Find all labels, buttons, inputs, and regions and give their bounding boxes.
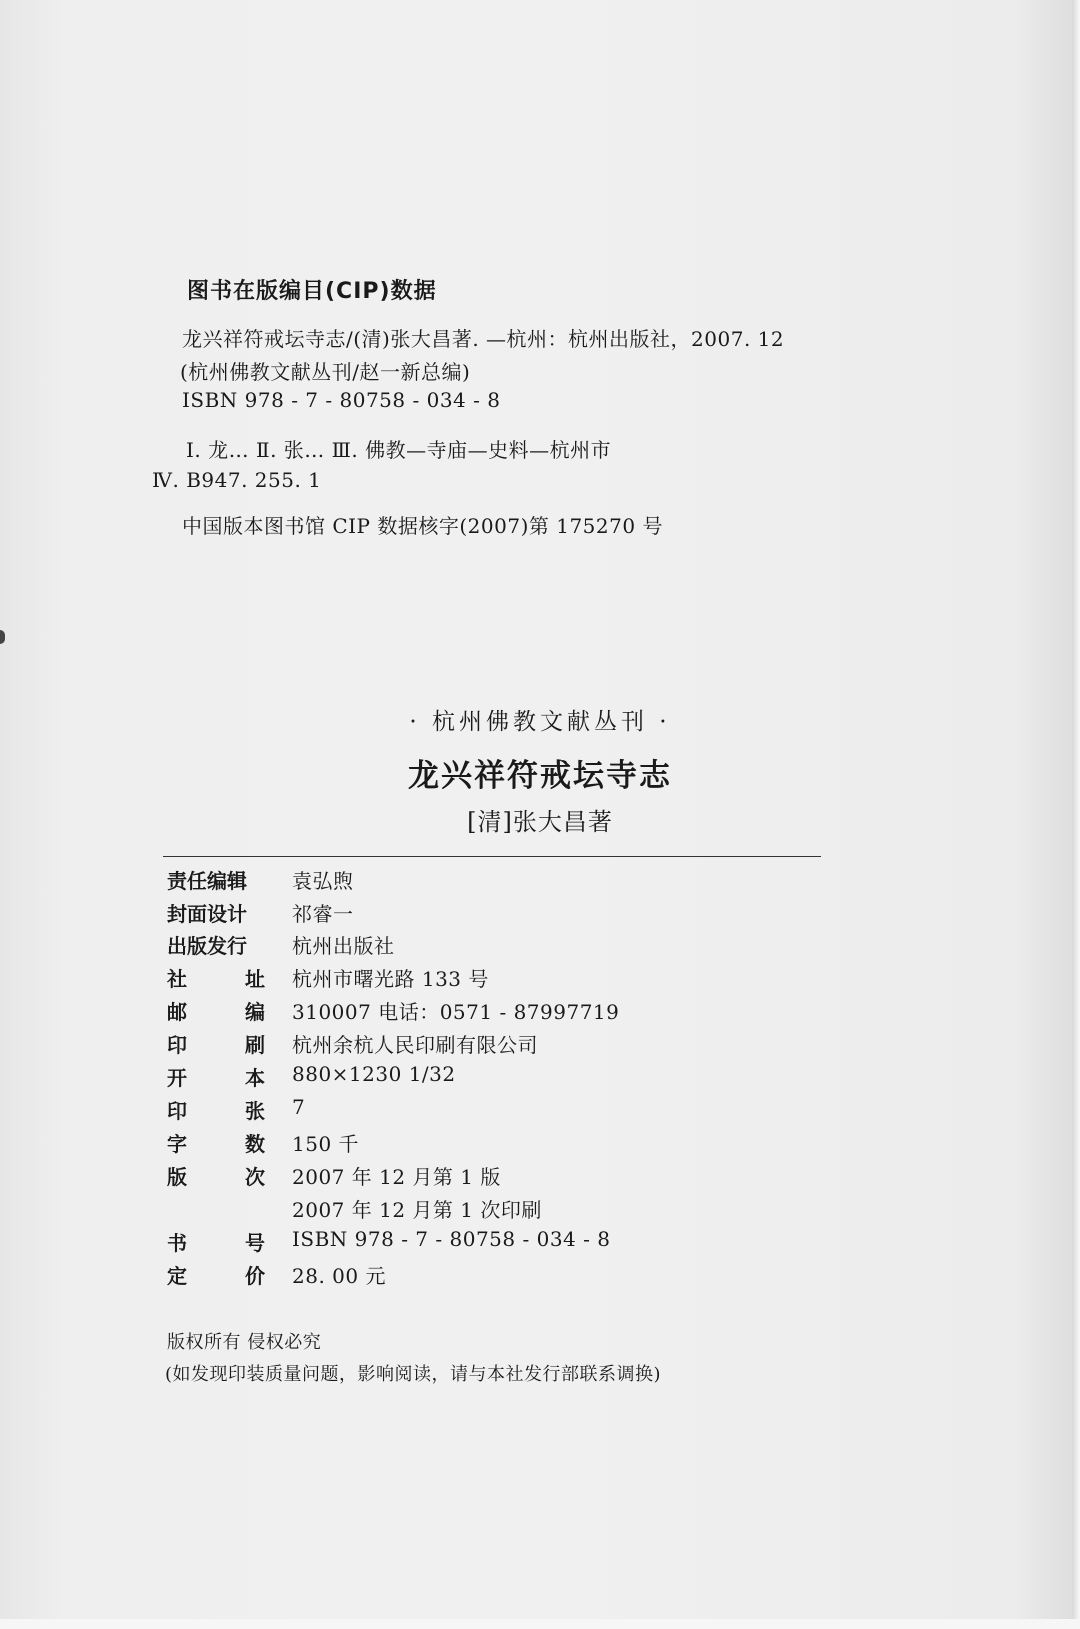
detail-value: 杭州余杭人民印刷有限公司 (292, 1033, 538, 1057)
detail-label: 责任编辑 (167, 869, 247, 893)
quality-notice: (如发现印装质量问题，影响阅读，请与本社发行部联系调换) (165, 1364, 662, 1385)
cip-bibliographic-line: 龙兴祥符戒坛寺志/(清)张大昌著. —杭州：杭州出版社，2007. 12 (182, 327, 785, 351)
detail-value: 2007 年 12 月第 1 版 (292, 1165, 501, 1189)
detail-value: 袁弘煦 (292, 869, 354, 893)
detail-value: 150 千 (292, 1132, 360, 1156)
detail-label: 定 价 (167, 1264, 265, 1288)
copyright-notice: 版权所有 侵权必究 (167, 1332, 322, 1353)
book-author: [清]张大昌著 (467, 808, 613, 836)
detail-value: 祁睿一 (292, 902, 354, 926)
detail-value: 杭州出版社 (292, 934, 395, 958)
detail-label: 印 刷 (167, 1033, 265, 1057)
cip-classification: Ⅳ. B947. 255. 1 (152, 468, 322, 492)
cip-subject-headings: Ⅰ. 龙… Ⅱ. 张… Ⅲ. 佛教—寺庙—史料—杭州市 (186, 438, 612, 462)
detail-value: 310007 电话：0571 - 87997719 (292, 1000, 620, 1024)
cip-heading: 图书在版编目(CIP)数据 (187, 279, 437, 304)
detail-label: 邮 编 (167, 1000, 265, 1024)
detail-label: 书 号 (167, 1231, 265, 1255)
ink-blot-mark (0, 630, 5, 644)
detail-label: 开 本 (167, 1066, 265, 1090)
cip-record-number: 中国版本图书馆 CIP 数据核字(2007)第 175270 号 (182, 514, 663, 538)
detail-value: 28. 00 元 (292, 1264, 386, 1288)
divider-line (163, 856, 821, 857)
cip-series-line: (杭州佛教文献丛刊/赵一新总编) (180, 360, 471, 384)
page-bottom-edge (0, 1619, 1080, 1629)
detail-label: 社 址 (167, 967, 265, 991)
book-title: 龙兴祥符戒坛寺志 (408, 758, 672, 794)
detail-value: 杭州市曙光路 133 号 (292, 967, 489, 991)
detail-label: 封面设计 (167, 902, 247, 926)
detail-value-secondary: 2007 年 12 月第 1 次印刷 (292, 1198, 542, 1222)
detail-label: 出版发行 (167, 934, 247, 958)
detail-label: 印 张 (167, 1099, 265, 1123)
detail-label: 版 次 (167, 1165, 265, 1189)
series-title: · 杭州佛教文献丛刊 · (409, 709, 671, 735)
cip-isbn: ISBN 978 - 7 - 80758 - 034 - 8 (182, 388, 501, 412)
detail-value: ISBN 978 - 7 - 80758 - 034 - 8 (292, 1227, 611, 1251)
detail-label: 字 数 (167, 1132, 265, 1156)
detail-value: 880×1230 1/32 (292, 1062, 456, 1086)
detail-value: 7 (292, 1095, 306, 1119)
